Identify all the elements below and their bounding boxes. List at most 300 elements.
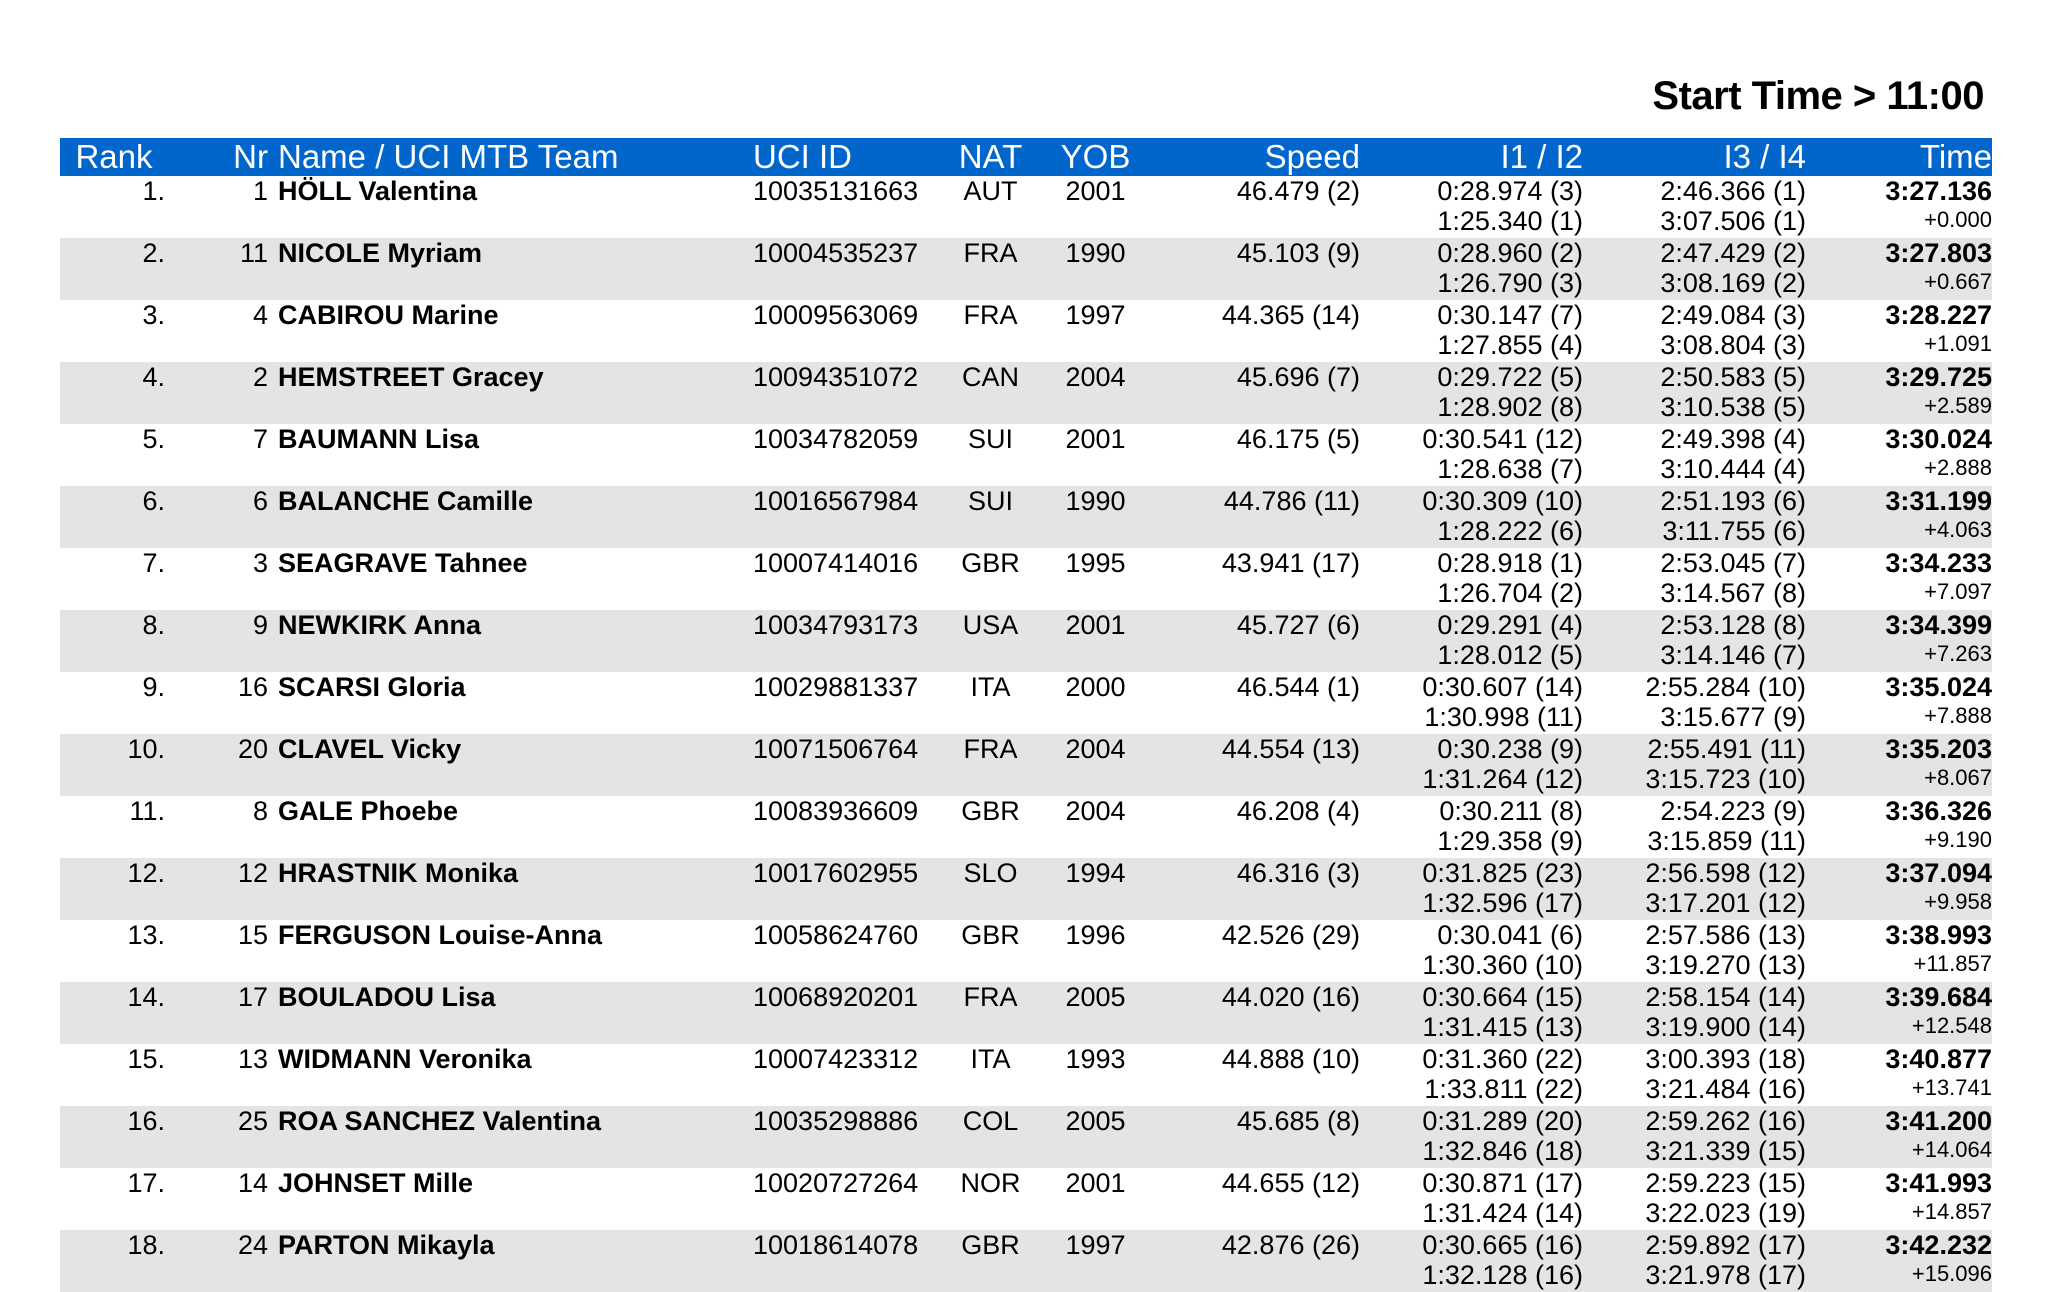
split-i2: 1:31.415 (13) [1422,1012,1583,1042]
cell-uci-id: 10071506764 [753,734,919,764]
final-time: 3:34.399 [1885,610,1992,640]
final-time: 3:31.199 [1885,486,1992,516]
time-gap: +14.857 [1911,1199,1992,1224]
cell-rider-name: JOHNSET Mille [278,1168,474,1198]
cell-time [1806,300,1992,362]
cell-rank: 17. [127,1168,165,1198]
split-i3: 2:56.598 (12) [1645,858,1806,888]
cell-rider-name: SEAGRAVE Tahnee [278,548,528,578]
split-i2: 1:26.704 (2) [1437,578,1583,608]
cell-yob: 1994 [1065,858,1126,888]
split-i3: 2:49.398 (4) [1660,424,1806,454]
final-time: 3:34.233 [1885,548,1992,578]
cell-i1-i2 [1360,1106,1583,1168]
table-row [60,238,1992,300]
split-i1: 0:30.238 (9) [1437,734,1583,764]
split-i4: 3:14.567 (8) [1660,578,1806,608]
cell-uci-id: 10068920201 [753,982,919,1012]
cell-yob: 2001 [1065,610,1126,640]
split-i3: 2:46.366 (1) [1660,176,1806,206]
split-i3: 3:00.393 (18) [1645,1044,1806,1074]
cell-rank: 12. [127,858,165,888]
cell-i3-i4 [1583,424,1806,486]
cell-uci-id: 10020727264 [753,1168,919,1198]
cell-time [1806,858,1992,920]
split-i4: 3:08.804 (3) [1660,330,1806,360]
cell-uci-id: 10004535237 [753,238,919,268]
col-header-i1-i2: I1 / I2 [1360,138,1583,176]
split-i4: 3:22.023 (19) [1645,1198,1806,1228]
final-time: 3:27.803 [1885,238,1992,268]
cell-time [1806,1230,1992,1292]
cell-uci-id: 10017602955 [753,858,919,888]
cell-speed: 44.365 (14) [1221,300,1360,330]
split-i4: 3:19.270 (13) [1645,950,1806,980]
table-row [60,734,1992,796]
cell-speed: 44.554 (13) [1221,734,1360,764]
final-time: 3:41.993 [1885,1168,1992,1198]
cell-i1-i2 [1360,672,1583,734]
header-row [60,138,1992,176]
time-gap: +2.888 [1924,455,1992,480]
split-i3: 2:54.223 (9) [1660,796,1806,826]
cell-i1-i2 [1360,176,1583,238]
time-gap: +15.096 [1911,1261,1992,1286]
final-time: 3:30.024 [1885,424,1992,454]
cell-time [1806,982,1992,1044]
cell-speed: 44.786 (11) [1223,486,1360,516]
cell-nr: 12 [237,858,268,888]
split-i1: 0:30.147 (7) [1437,300,1583,330]
cell-i1-i2 [1360,1168,1583,1230]
cell-rider-name: GALE Phoebe [278,796,459,826]
final-time: 3:41.200 [1885,1106,1992,1136]
split-i1: 0:30.871 (17) [1422,1168,1583,1198]
split-i1: 0:31.825 (23) [1422,858,1583,888]
cell-speed: 45.103 (9) [1236,238,1360,268]
col-header-nat: NAT [938,138,1043,176]
time-gap: +0.000 [1924,207,1992,232]
cell-nr: 15 [237,920,268,950]
cell-nr: 24 [237,1230,268,1260]
final-time: 3:35.024 [1885,672,1992,702]
table-row [60,362,1992,424]
cell-time [1806,610,1992,672]
time-gap: +8.067 [1924,765,1992,790]
cell-uci-id: 10009563069 [753,300,919,330]
split-i1: 0:29.291 (4) [1437,610,1583,640]
cell-nat: GBR [961,1230,1020,1260]
cell-time [1806,920,1992,982]
cell-rank: 18. [127,1230,165,1260]
cell-i3-i4 [1583,734,1806,796]
split-i1: 0:30.309 (10) [1422,486,1583,516]
final-time: 3:39.684 [1885,982,1992,1012]
cell-nr: 6 [252,486,268,516]
cell-rider-name: BOULADOU Lisa [278,982,496,1012]
cell-rider-name: NICOLE Myriam [278,238,483,268]
time-gap: +7.888 [1924,703,1992,728]
cell-speed: 46.479 (2) [1236,176,1360,206]
time-gap: +13.741 [1911,1075,1992,1100]
cell-rider-name: ROA SANCHEZ Valentina [278,1106,602,1136]
split-i1: 0:28.974 (3) [1437,176,1583,206]
split-i4: 3:08.169 (2) [1660,268,1806,298]
cell-nat: SLO [963,858,1018,888]
cell-i3-i4 [1583,796,1806,858]
split-i4: 3:07.506 (1) [1660,206,1806,236]
cell-i1-i2 [1360,796,1583,858]
time-gap: +4.063 [1924,517,1992,542]
cell-nr: 7 [252,424,268,454]
final-time: 3:42.232 [1885,1230,1992,1260]
split-i3: 2:53.128 (8) [1660,610,1806,640]
split-i2: 1:28.222 (6) [1437,516,1583,546]
cell-i3-i4 [1583,672,1806,734]
split-i3: 2:51.193 (6) [1660,486,1806,516]
split-i2: 1:28.902 (8) [1437,392,1583,422]
table-row [60,1168,1992,1230]
cell-i1-i2 [1360,238,1583,300]
table-row [60,796,1992,858]
cell-i1-i2 [1360,734,1583,796]
cell-nat: USA [962,610,1019,640]
cell-uci-id: 10007423312 [753,1044,919,1074]
split-i4: 3:14.146 (7) [1660,640,1806,670]
cell-yob: 2004 [1065,362,1126,392]
cell-speed: 45.727 (6) [1236,610,1360,640]
cell-yob: 2001 [1065,1168,1126,1198]
final-time: 3:38.993 [1885,920,1992,950]
split-i2: 1:28.012 (5) [1437,640,1583,670]
cell-time [1806,362,1992,424]
cell-i3-i4 [1583,982,1806,1044]
split-i1: 0:30.211 (8) [1439,796,1583,826]
final-time: 3:27.136 [1885,176,1992,206]
time-gap: +12.548 [1911,1013,1992,1038]
cell-i3-i4 [1583,300,1806,362]
cell-speed: 46.175 (5) [1236,424,1360,454]
cell-uci-id: 10034782059 [753,424,919,454]
cell-nat: FRA [963,238,1018,268]
col-header-rank: Rank [60,138,168,176]
table-row [60,176,1992,238]
cell-nat: AUT [963,176,1018,206]
col-header-time: Time [1806,138,1992,176]
cell-nr: 9 [252,610,268,640]
split-i4: 3:11.755 (6) [1662,516,1806,546]
final-time: 3:29.725 [1885,362,1992,392]
cell-speed: 46.544 (1) [1236,672,1360,702]
time-gap: +9.958 [1924,889,1992,914]
col-header-uci-id: UCI ID [753,138,938,176]
cell-nr: 4 [252,300,268,330]
cell-yob: 1990 [1065,238,1126,268]
cell-uci-id: 10029881337 [753,672,919,702]
cell-rank: 10. [127,734,165,764]
cell-uci-id: 10007414016 [753,548,919,578]
table-row [60,982,1992,1044]
cell-yob: 2004 [1065,734,1126,764]
cell-yob: 2001 [1065,424,1126,454]
table-row [60,1106,1992,1168]
time-gap: +7.263 [1924,641,1992,666]
cell-rider-name: SCARSI Gloria [278,672,466,702]
split-i4: 3:21.484 (16) [1645,1074,1806,1104]
split-i1: 0:30.665 (16) [1422,1230,1583,1260]
split-i4: 3:10.538 (5) [1660,392,1806,422]
split-i4: 3:15.859 (11) [1647,826,1806,856]
cell-nat: FRA [963,300,1018,330]
cell-rank: 14. [127,982,165,1012]
cell-uci-id: 10058624760 [753,920,919,950]
split-i1: 0:30.607 (14) [1422,672,1583,702]
cell-i1-i2 [1360,610,1583,672]
cell-i3-i4 [1583,1230,1806,1292]
cell-i1-i2 [1360,858,1583,920]
cell-speed: 44.655 (12) [1221,1168,1360,1198]
cell-uci-id: 10016567984 [753,486,919,516]
time-gap: +2.589 [1924,393,1992,418]
cell-time [1806,1106,1992,1168]
cell-yob: 1993 [1065,1044,1126,1074]
cell-i3-i4 [1583,1106,1806,1168]
cell-i1-i2 [1360,548,1583,610]
cell-speed: 44.888 (10) [1221,1044,1360,1074]
split-i3: 2:53.045 (7) [1660,548,1806,578]
cell-rank: 3. [142,300,165,330]
cell-nr: 25 [237,1106,268,1136]
cell-nr: 11 [239,238,268,268]
split-i4: 3:17.201 (12) [1645,888,1806,918]
cell-i1-i2 [1360,982,1583,1044]
cell-time [1806,1044,1992,1106]
cell-i3-i4 [1583,238,1806,300]
cell-nat: GBR [961,796,1020,826]
split-i3: 2:58.154 (14) [1645,982,1806,1012]
cell-i3-i4 [1583,176,1806,238]
table-row [60,486,1992,548]
cell-nr: 16 [237,672,268,702]
cell-rank: 13. [127,920,165,950]
cell-nat: SUI [967,486,1013,516]
cell-nr: 17 [237,982,268,1012]
cell-i1-i2 [1360,424,1583,486]
table-row [60,920,1992,982]
cell-i1-i2 [1360,300,1583,362]
split-i3: 2:55.284 (10) [1645,672,1806,702]
split-i4: 3:21.978 (17) [1645,1260,1806,1290]
cell-yob: 2000 [1065,672,1126,702]
cell-rank: 6. [142,486,165,516]
time-gap: +7.097 [1924,579,1992,604]
cell-rank: 7. [142,548,165,578]
results-body [60,176,1992,1292]
split-i1: 0:31.360 (22) [1422,1044,1583,1074]
split-i4: 3:19.900 (14) [1645,1012,1806,1042]
cell-nat: NOR [960,1168,1021,1198]
cell-i3-i4 [1583,362,1806,424]
split-i2: 1:32.596 (17) [1422,888,1583,918]
cell-time [1806,486,1992,548]
split-i2: 1:26.790 (3) [1437,268,1583,298]
split-i2: 1:28.638 (7) [1437,454,1583,484]
time-gap: +11.857 [1913,951,1992,976]
cell-nat: GBR [961,920,1020,950]
cell-yob: 1995 [1065,548,1126,578]
col-header-i3-i4: I3 / I4 [1583,138,1806,176]
table-row [60,548,1992,610]
table-row [60,858,1992,920]
cell-i3-i4 [1583,1168,1806,1230]
split-i1: 0:30.541 (12) [1422,424,1583,454]
cell-i3-i4 [1583,858,1806,920]
cell-nat: SUI [967,424,1013,454]
cell-nat: FRA [963,982,1018,1012]
cell-yob: 2005 [1065,1106,1126,1136]
col-header-yob: YOB [1043,138,1148,176]
split-i2: 1:30.998 (11) [1424,702,1583,732]
cell-nr: 14 [237,1168,268,1198]
split-i2: 1:32.128 (16) [1422,1260,1583,1290]
cell-yob: 1997 [1065,300,1126,330]
split-i2: 1:31.424 (14) [1422,1198,1583,1228]
cell-rider-name: HRASTNIK Monika [278,858,519,888]
cell-speed: 46.208 (4) [1236,796,1360,826]
cell-speed: 43.941 (17) [1221,548,1360,578]
split-i4: 3:21.339 (15) [1645,1136,1806,1166]
cell-rider-name: HÖLL Valentina [278,176,478,206]
split-i4: 3:15.677 (9) [1660,702,1806,732]
time-gap: +14.064 [1911,1137,1992,1162]
cell-rider-name: CLAVEL Vicky [278,734,462,764]
cell-nat: GBR [961,548,1020,578]
split-i2: 1:25.340 (1) [1437,206,1583,236]
cell-nat: ITA [970,1044,1011,1074]
split-i3: 2:59.262 (16) [1645,1106,1806,1136]
col-header-nr: Nr [168,138,268,176]
final-time: 3:36.326 [1885,796,1992,826]
split-i3: 2:47.429 (2) [1660,238,1806,268]
cell-nr: 2 [252,362,268,392]
cell-i1-i2 [1360,362,1583,424]
cell-rider-name: FERGUSON Louise-Anna [278,920,603,950]
cell-time [1806,238,1992,300]
split-i1: 0:28.960 (2) [1437,238,1583,268]
split-i2: 1:29.358 (9) [1437,826,1583,856]
final-time: 3:40.877 [1885,1044,1992,1074]
cell-rider-name: WIDMANN Veronika [278,1044,532,1074]
cell-i3-i4 [1583,1044,1806,1106]
cell-nr: 8 [252,796,268,826]
cell-rank: 11. [129,796,165,826]
split-i4: 3:10.444 (4) [1660,454,1806,484]
split-i1: 0:29.722 (5) [1437,362,1583,392]
cell-i1-i2 [1360,1044,1583,1106]
cell-nat: FRA [963,734,1018,764]
split-i3: 2:59.892 (17) [1645,1230,1806,1260]
split-i1: 0:30.041 (6) [1437,920,1583,950]
cell-rank: 1. [142,176,165,206]
cell-nr: 20 [237,734,268,764]
cell-time [1806,672,1992,734]
cell-yob: 2005 [1065,982,1126,1012]
cell-nat: COL [962,1106,1019,1136]
cell-time [1806,176,1992,238]
cell-time [1806,796,1992,858]
cell-nr: 13 [237,1044,268,1074]
cell-rank: 8. [142,610,165,640]
cell-i3-i4 [1583,548,1806,610]
cell-uci-id: 10035131663 [753,176,919,206]
split-i3: 2:57.586 (13) [1645,920,1806,950]
cell-nat: ITA [970,672,1011,702]
split-i2: 1:33.811 (22) [1424,1074,1583,1104]
cell-rider-name: CABIROU Marine [278,300,499,330]
split-i3: 2:49.084 (3) [1660,300,1806,330]
split-i2: 1:32.846 (18) [1422,1136,1583,1166]
cell-i3-i4 [1583,610,1806,672]
split-i1: 0:28.918 (1) [1437,548,1583,578]
cell-speed: 42.876 (26) [1221,1230,1360,1260]
cell-rider-name: HEMSTREET Gracey [278,362,544,392]
split-i2: 1:27.855 (4) [1437,330,1583,360]
cell-time [1806,424,1992,486]
cell-rank: 9. [142,672,165,702]
cell-i1-i2 [1360,920,1583,982]
split-i2: 1:30.360 (10) [1422,950,1583,980]
split-i3: 2:55.491 (11) [1647,734,1806,764]
time-gap: +1.091 [1924,331,1992,356]
start-time-label: Start Time > 11:00 [1652,74,1984,118]
results-table [60,138,1992,1292]
cell-uci-id: 10018614078 [753,1230,919,1260]
split-i4: 3:15.723 (10) [1645,764,1806,794]
table-row [60,610,1992,672]
time-gap: +9.190 [1924,827,1992,852]
cell-speed: 44.020 (16) [1221,982,1360,1012]
cell-yob: 1990 [1065,486,1126,516]
cell-nr: 3 [252,548,268,578]
cell-yob: 1997 [1065,1230,1126,1260]
time-gap: +0.667 [1924,269,1992,294]
cell-i1-i2 [1360,1230,1583,1292]
cell-rank: 4. [142,362,165,392]
cell-i1-i2 [1360,486,1583,548]
split-i3: 2:50.583 (5) [1660,362,1806,392]
table-row [60,424,1992,486]
cell-speed: 46.316 (3) [1236,858,1360,888]
cell-time [1806,734,1992,796]
table-row [60,1044,1992,1106]
cell-yob: 2001 [1065,176,1126,206]
cell-uci-id: 10035298886 [753,1106,919,1136]
cell-nat: CAN [961,362,1019,392]
table-row [60,300,1992,362]
table-row [60,672,1992,734]
cell-speed: 45.696 (7) [1236,362,1360,392]
cell-speed: 45.685 (8) [1236,1106,1360,1136]
cell-uci-id: 10034793173 [753,610,919,640]
cell-nr: 1 [252,176,268,206]
final-time: 3:37.094 [1885,858,1992,888]
cell-yob: 2004 [1065,796,1126,826]
table-row [60,1230,1992,1292]
cell-rank: 2. [142,238,165,268]
cell-rider-name: BALANCHE Camille [278,486,534,516]
split-i1: 0:30.664 (15) [1422,982,1583,1012]
split-i2: 1:31.264 (12) [1422,764,1583,794]
